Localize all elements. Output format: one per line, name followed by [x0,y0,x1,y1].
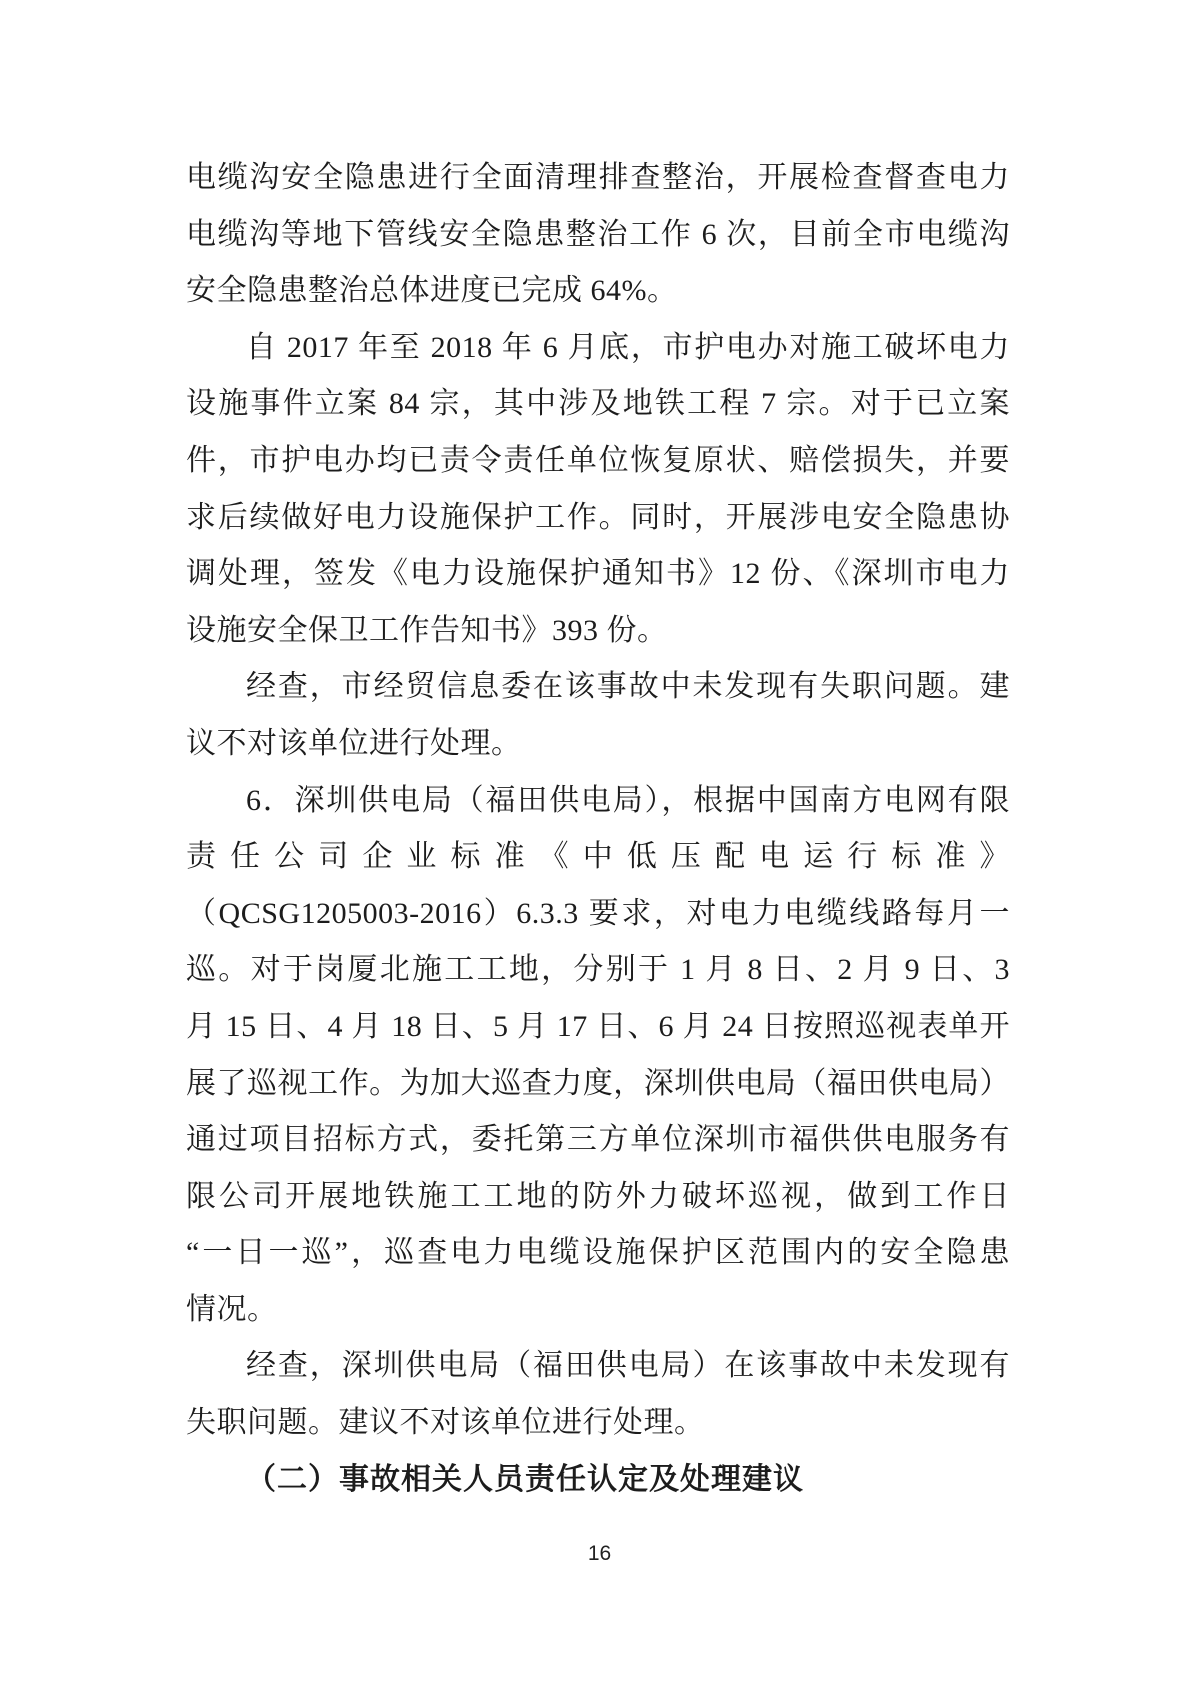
doc-line: 求后续做好电力设施保护工作。同时，开展涉电安全隐患协 [186,500,1010,534]
doc-line: 设施安全保卫工作告知书》393 份。 [186,613,668,647]
doc-line: “一日一巡”，巡查电力电缆设施保护区范围内的安全隐患 [186,1236,1010,1270]
doc-line: 设施事件立案 84 宗，其中涉及地铁工程 7 宗。对于已立案 [186,387,1010,421]
doc-line: 调处理，签发《电力设施保护通知书》12 份、《深圳市电力 [186,557,1010,591]
doc-line: 失职问题。建议不对该单位进行处理。 [186,1406,705,1440]
doc-line: 展了巡视工作。为加大巡查力度，深圳供电局（福田供电局） [186,1066,1010,1100]
doc-line: 通过项目招标方式，委托第三方单位深圳市福供供电服务有 [186,1123,1010,1157]
doc-line: 月 15 日、4 月 18 日、5 月 17 日、6 月 24 日按照巡视表单开 [186,1009,1010,1043]
doc-line: 经查，深圳供电局（福田供电局）在该事故中未发现有 [246,1349,1010,1383]
doc-line: 情况。 [186,1292,278,1326]
doc-line: 巡。对于岗厦北施工工地，分别于 1 月 8 日、2 月 9 日、3 [186,953,1010,987]
doc-line: 电缆沟安全隐患进行全面清理排查整治，开展检查督查电力 [186,161,1010,194]
doc-line: 限公司开展地铁施工工地的防外力破坏巡视，做到工作日 [186,1179,1010,1213]
doc-line: 件，市护电办均已责令责任单位恢复原状、赔偿损失，并要 [186,443,1010,477]
doc-line: （QCSG1205003-2016）6.3.3 要求，对电力电缆线路每月一 [186,896,1010,930]
doc-line: 自 2017 年至 2018 年 6 月底，市护电办对施工破坏电力 [246,330,1010,364]
text-block [186,150,1010,1508]
page-footer [0,1542,1199,1566]
doc-line: 电缆沟等地下管线安全隐患整治工作 6 次，目前全市电缆沟 [186,217,1010,251]
doc-line: 安全隐患整治总体进度已完成 64%。 [186,274,678,308]
doc-line: 6．深圳供电局（福田供电局），根据中国南方电网有限 [246,783,1010,817]
section-heading: （二）事故相关人员责任认定及处理建议 [246,1462,804,1496]
page-number: 16 [587,1542,612,1565]
doc-line: 责任公司企业标准《中低压配电运行标准》 [186,840,1010,874]
doc-line: 议不对该单位进行处理。 [186,726,522,760]
doc-line: 经查，市经贸信息委在该事故中未发现有失职问题。建 [246,670,1010,704]
